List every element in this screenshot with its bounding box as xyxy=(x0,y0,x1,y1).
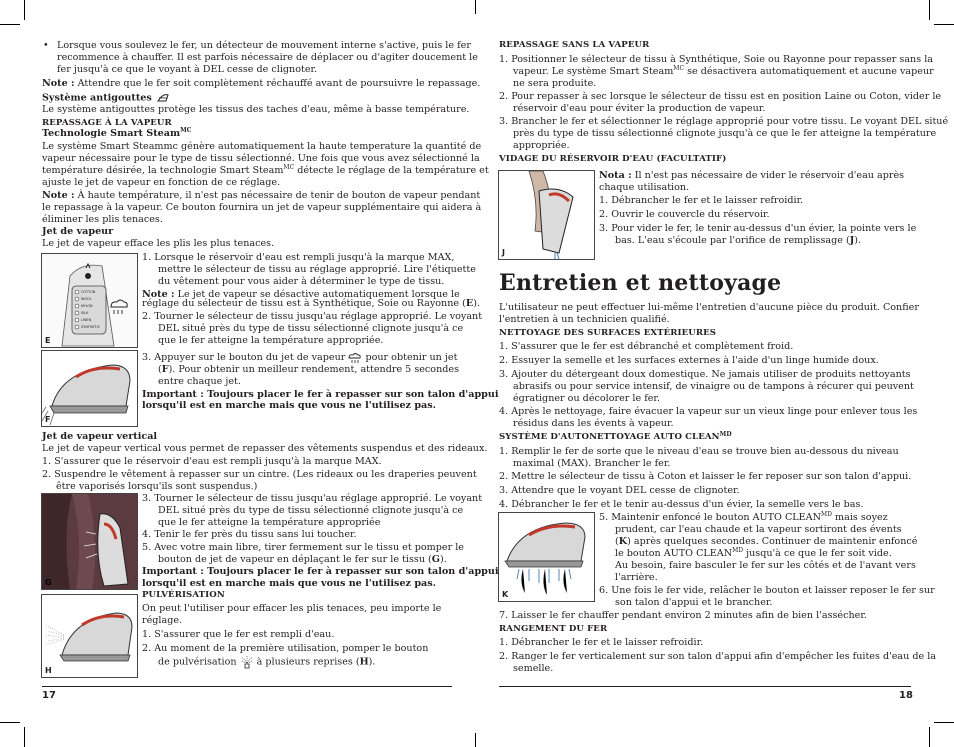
step-text-part: se désactivera automatiquement et aucune vapeur xyxy=(684,66,934,77)
step-text: son talon d'appui et le brancher. xyxy=(615,597,773,608)
note-text: À haute température, il n'est pas nécessaire de tenir de bouton de vapeur pendant xyxy=(74,190,481,201)
step-text: abrasifs ou pour service intensif, de vinaigre ou de tampons à récurer qui peuvent xyxy=(513,381,914,392)
important-warning: lorsqu'il est en marche mais que vous ne l'utilisez pas. xyxy=(142,578,436,589)
antidrip-title-text: Système antigouttes xyxy=(42,92,152,104)
smart-steam-text: vapeur nécessaire pour le type de tissu sélectionné. Une fois que vous avez sélectionné la xyxy=(42,153,480,164)
step-text: 1. Débrancher le fer et le laisser refroidir. xyxy=(599,195,804,206)
dial-label: LINEN xyxy=(81,318,92,323)
step-text: réservoir d'eau pour éviter la production de vapeur. xyxy=(513,103,766,114)
important-warning: lorsqu'il est en marche mais que vous ne l'utilisez pas. xyxy=(142,400,436,411)
step-text: du vêtement pour vous aider à déterminer le type de tissu. xyxy=(158,276,445,287)
figure-label: J xyxy=(502,248,505,257)
step-text: entre chaque jet. xyxy=(158,376,241,387)
dial-label: WOOL xyxy=(81,297,92,302)
step-text: prudent, car l'eau chaude et la vapeur sortiront des évents xyxy=(615,524,902,535)
dial-arrow xyxy=(85,273,91,279)
storage-heading: RANGEMENT DU FER xyxy=(499,624,608,634)
step-text: l'arrière. xyxy=(615,572,658,583)
spray-icon xyxy=(240,655,254,669)
figure-f-steam-burst xyxy=(41,350,138,427)
step-text: 3. Tourner le sélecteur de tissu jusqu'au réglage approprié. Le voyant xyxy=(142,493,483,504)
spray-text: réglage. xyxy=(142,615,183,626)
step-text: 2. Essuyer la semelle et les surfaces externes à l'aide d'un linge humide doux. xyxy=(499,355,879,366)
step-text: près du type de tissu sélectionné clignote jusqu'à ce que le fer atteigne la température xyxy=(513,128,937,139)
step-text-part: le bouton AUTO CLEAN xyxy=(615,548,733,559)
right-page xyxy=(477,0,954,747)
step-text-part: bas. L'eau s'écoule par l'orifice de remplissage ( xyxy=(615,235,850,246)
step-text xyxy=(615,548,892,560)
figure-ref: G xyxy=(431,554,440,565)
step-text xyxy=(615,536,917,548)
step-text: 3. Attendre que le voyant DEL cesse de clignoter. xyxy=(499,485,740,496)
step-text-part: ( xyxy=(158,364,162,375)
iron-spray-illustration xyxy=(42,595,137,677)
step-text: résidus dans les évents à vapeur. xyxy=(513,418,674,429)
intro-text: L'utilisateur ne peut effectuer lui-même l'entretien d'aucune pièce du produit. Confier xyxy=(499,302,919,313)
step-text xyxy=(142,352,457,364)
step-text: 4. Après le nettoyage, faire évacuer la vapeur sur un vieux linge pour enlever tous les xyxy=(499,406,918,417)
step-text: maximal (MAX). Brancher le fer. xyxy=(513,458,671,469)
vertical-steam-illustration xyxy=(42,494,137,589)
step-text-part: jusqu'à ce que le fer soit vide. xyxy=(743,548,892,559)
note-label: Nota : xyxy=(599,170,632,181)
figure-ref: E xyxy=(465,298,474,309)
motion-sensor-text: recommence à chauffer. Il est parfois nécessaire de déplacer ou d'agiter doucement le xyxy=(57,52,478,63)
figure-label: K xyxy=(502,590,509,599)
note-text: Attendre que le fer soit complètement réchauffé avant de poursuivre le repassage. xyxy=(74,78,481,89)
figure-ref: K xyxy=(618,536,628,547)
step-text-part: ). xyxy=(854,235,862,246)
step-text xyxy=(599,512,888,524)
step-text: 4. Tenir le fer près du tissu sans lui toucher. xyxy=(142,529,357,540)
steam-burst-icon xyxy=(108,298,130,316)
reheat-note xyxy=(42,78,480,90)
steam-ironing-heading: REPASSAGE À LA VAPEUR xyxy=(42,118,172,128)
step-text-part: mais soyez xyxy=(831,512,888,523)
step-text: 7. Laisser le fer chauffer pendant environ 2 minutes afin de bien l'assécher. xyxy=(499,610,867,621)
page-number: 17 xyxy=(42,690,56,701)
step-text: 1. Positionner le sélecteur de tissu à Synthétique, Soie ou Rayonne pour repasser sans la xyxy=(499,54,933,65)
antidrip-icon xyxy=(155,92,171,104)
step-text-part: ). Pour obtenir un meilleur rendement, attendre 5 secondes xyxy=(168,364,460,375)
footer-rule xyxy=(499,686,911,687)
step-text: 2. Ranger le fer verticalement sur son talon d'appui afin d'empêcher les fuites d'eau de la xyxy=(499,651,937,662)
trademark-sup: MD xyxy=(732,547,744,554)
trademark-sup: MD xyxy=(821,511,832,518)
step-text-part: à plusieurs reprises ( xyxy=(253,656,360,668)
trademark-sup: MC xyxy=(283,164,295,171)
note-text: ). xyxy=(473,298,480,309)
step-text: 3. Ajouter du détergeant doux domestique. Ne jamais utiliser de produits nettoyants xyxy=(499,369,911,380)
spray-text: On peut l'utiliser pour effacer les plis tenaces, peu importe le xyxy=(142,603,442,614)
high-temp-note xyxy=(42,190,480,202)
figure-label: E xyxy=(45,336,51,345)
spray-heading: PULVÉRISATION xyxy=(142,590,225,600)
intro-text: l'entretien à un technicien qualifié. xyxy=(499,314,670,325)
step-text: 1. S'assurer que le réservoir d'eau est rempli jusqu'à la marque MAX. xyxy=(42,456,382,467)
step-text: 1. Remplir le fer de sorte que le niveau d'eau se trouve bien au-dessous du niveau xyxy=(499,446,899,457)
steam-burst-icon xyxy=(348,352,362,363)
trademark-sup: MD xyxy=(719,431,732,438)
important-warning: Important : Toujours placer le fer à repasser sur son talon d'appui xyxy=(142,566,499,577)
note-label: Note : xyxy=(42,190,75,201)
step-text: 2. Au moment de la première utilisation, pomper le bouton xyxy=(142,643,429,654)
note-label: Note : xyxy=(42,78,75,89)
vertical-steam-text: Le jet de vapeur vertical vous permet de repasser des vêtements suspendus et des rideaux. xyxy=(42,443,488,454)
smart-steam-title-text: Technologie Smart Steam xyxy=(42,128,181,139)
steam-burst-text: Le jet de vapeur efface les plis les plus tenaces. xyxy=(42,238,275,249)
step-text: mettre le sélecteur de tissu au réglage approprié. Lire l'étiquette xyxy=(158,264,476,275)
step-text: DEL situé près du type de tissu sélectionné clignote jusqu'à ce xyxy=(158,323,464,334)
step-text: 2. Ouvrir le couvercle du réservoir. xyxy=(599,209,770,220)
trademark-sup: MC xyxy=(180,127,192,134)
step-text xyxy=(513,66,934,78)
smart-steam-text: Le système Smart Steammc génère automatiquement la haute temperature la quantité de xyxy=(42,141,482,152)
step-text: que le fer atteigne la température appropriée xyxy=(158,517,381,528)
step-text: 2. Mettre le sélecteur de tissu à Coton et laisser le fer reposer sur son talon d'appui. xyxy=(499,471,912,482)
footer-rule xyxy=(42,686,452,687)
figure-label: G xyxy=(45,578,52,587)
emptying-illustration xyxy=(499,171,594,259)
page-number: 18 xyxy=(899,690,913,701)
dial-label: SILK xyxy=(81,311,89,316)
step-text: 1. S'assurer que le fer est débranché et complètement froid. xyxy=(499,341,794,352)
motion-sensor-text: fer jusqu'à ce que le voyant à DEL cesse de clignoter. xyxy=(57,64,318,75)
step-text: que le fer atteigne la température appropriée. xyxy=(158,335,384,346)
step-text-part: bouton de jet de vapeur en déplaçant le fer sur le tissu ( xyxy=(158,554,432,565)
note-text: Il n'est pas nécessaire de vider le réservoir d'eau après xyxy=(631,170,905,181)
step-text: 2. Suspendre le vêtement à repasser sur un cintre. (Les rideaux ou les draperies peuvent xyxy=(42,469,477,480)
step-text: être vaporisés lorsqu'ils sont suspendus.) xyxy=(56,481,258,492)
high-temp-note: le repassage à la vapeur. Ce bouton fournira un jet de vapeur supplémentaire qui aidera à xyxy=(42,202,482,213)
step-text: 2. Pour repasser à sec lorsque le sélecteur de tissu est en position Laine ou Coton, vider le xyxy=(499,91,942,102)
step-text-part: ). xyxy=(368,656,376,668)
step-text-part: 3. Appuyer sur le bouton du jet de vapeur xyxy=(142,352,349,363)
step-text: ne sera produite. xyxy=(513,78,597,89)
figure-h-spray xyxy=(41,594,138,678)
step-text-part: ( xyxy=(615,536,619,547)
figure-ref: J xyxy=(849,235,855,246)
note-label: Note : xyxy=(142,289,175,300)
note-text: réglage du sélecteur de tissu est à Synthétique, Soie ou Rayonne ( xyxy=(142,298,466,309)
smart-steam-title xyxy=(42,128,192,140)
figure-g-vertical-steam xyxy=(41,493,138,590)
figure-j-emptying xyxy=(498,170,595,260)
smart-steam-text xyxy=(42,165,489,177)
high-temp-note: éliminer les plis tenaces. xyxy=(42,214,163,225)
step-text: 4. Débrancher le fer et le tenir au-dessus d'un évier, la semelle vers le bas. xyxy=(499,499,864,510)
step-text-part: de pulvérisation xyxy=(158,656,240,668)
autoclean-illustration xyxy=(499,513,594,601)
iron-steam-burst-illustration xyxy=(42,351,137,426)
emptying-heading: VIDAGE DU RÉSERVOIR D'EAU (FACULTATIF) xyxy=(499,154,727,164)
dry-ironing-heading: REPASSAGE SANS LA VAPEUR xyxy=(499,40,650,50)
cleaning-heading: NETTOYAGE DES SURFACES EXTÉRIEURES xyxy=(499,328,717,338)
step-text: 3. Brancher le fer et sélectionner le réglage approprié pour votre tissu. Le voyant DEL situé xyxy=(499,116,949,127)
dial-label: NYLON xyxy=(81,304,93,309)
step-text: Au besoin, faire basculer le fer sur les côtés et de l'avant vers xyxy=(615,560,916,571)
autoclean-heading-text: SYSTÈME D'AUTONETTOYAGE AUTO CLEAN xyxy=(499,432,720,442)
step-text-part: pour obtenir un jet xyxy=(362,352,458,363)
step-text: 5. Avec votre main libre, tirer fermement sur le tissu et pomper le xyxy=(142,542,464,553)
antidrip-title xyxy=(42,92,171,104)
bullet-marker: • xyxy=(43,40,49,51)
smart-steam-text: ajuste le jet de vapeur en fonction de ce réglage. xyxy=(42,177,281,188)
important-warning: Important : Toujours placer le fer à repasser sur son talon d'appui xyxy=(142,389,499,400)
step-text-part: ). xyxy=(440,554,447,565)
step-text xyxy=(158,554,447,566)
step-text: semelle. xyxy=(513,663,554,674)
vertical-steam-title: Jet de vapeur vertical xyxy=(42,431,158,442)
dial-label: SYNTHETIC xyxy=(81,325,100,330)
step-text-part: vapeur. Le système Smart Steam xyxy=(513,66,674,77)
emptying-note xyxy=(599,170,904,182)
note-text: Le jet de vapeur se désactive automatiquement lorsque le xyxy=(174,289,460,300)
figure-ref: H xyxy=(359,656,369,668)
step-text: DEL situé près du type de tissu sélectionné clignote jusqu'à ce xyxy=(158,505,464,516)
step-text: appropriée. xyxy=(513,140,570,151)
motion-sensor-text: Lorsque vous soulevez le fer, un détecteur de mouvement interne s'active, puis le fer xyxy=(57,40,471,51)
step-text-part: 5. Maintenir enfoncé le bouton AUTO CLEAN xyxy=(599,512,821,523)
step-text-part: ) après quelques secondes. Continuer de maintenir enfoncé xyxy=(627,536,918,547)
figure-ref: F xyxy=(161,364,169,375)
step-text: 3. Pour vider le fer, le tenir au-dessus d'un évier, la pointe vers le xyxy=(599,223,917,234)
dial-label: COTTON xyxy=(81,290,96,295)
step-text xyxy=(615,235,861,247)
smart-steam-text-part: température désirée, la technologie Smart Steam xyxy=(42,165,284,176)
smart-steam-text-part: détecte le réglage de la température et xyxy=(294,165,489,176)
autoclean-heading xyxy=(499,432,732,444)
section-title: Entretien et nettoyage xyxy=(499,270,782,296)
figure-label: F xyxy=(45,415,51,424)
step-text: égratigner ou décolorer le fer. xyxy=(513,393,661,404)
burst-disable-note xyxy=(142,298,480,310)
steam-burst-title: Jet de vapeur xyxy=(42,226,114,237)
step-text: 1. Débrancher le fer et le laisser refroidir. xyxy=(499,637,704,648)
step-text: 6. Une fois le fer vide, relâcher le bouton et laisser reposer le fer sur xyxy=(599,585,935,596)
step-text: 1. S'assurer que le fer est rempli d'eau. xyxy=(142,629,335,640)
step-text xyxy=(158,364,459,376)
step-text: 2. Tourner le sélecteur de tissu jusqu'au réglage approprié. Le voyant xyxy=(142,311,483,322)
step-text xyxy=(158,655,375,669)
trademark-sup: MC xyxy=(673,65,685,72)
step-text: 1. Lorsque le réservoir d'eau est rempli jusqu'à la marque MAX, xyxy=(142,252,455,263)
antidrip-text: Le système antigouttes protège les tissus des taches d'eau, même à basse température. xyxy=(42,104,470,115)
emptying-note: chaque utilisation. xyxy=(599,182,690,193)
figure-k-autoclean xyxy=(498,512,595,602)
figure-label: H xyxy=(45,666,52,675)
